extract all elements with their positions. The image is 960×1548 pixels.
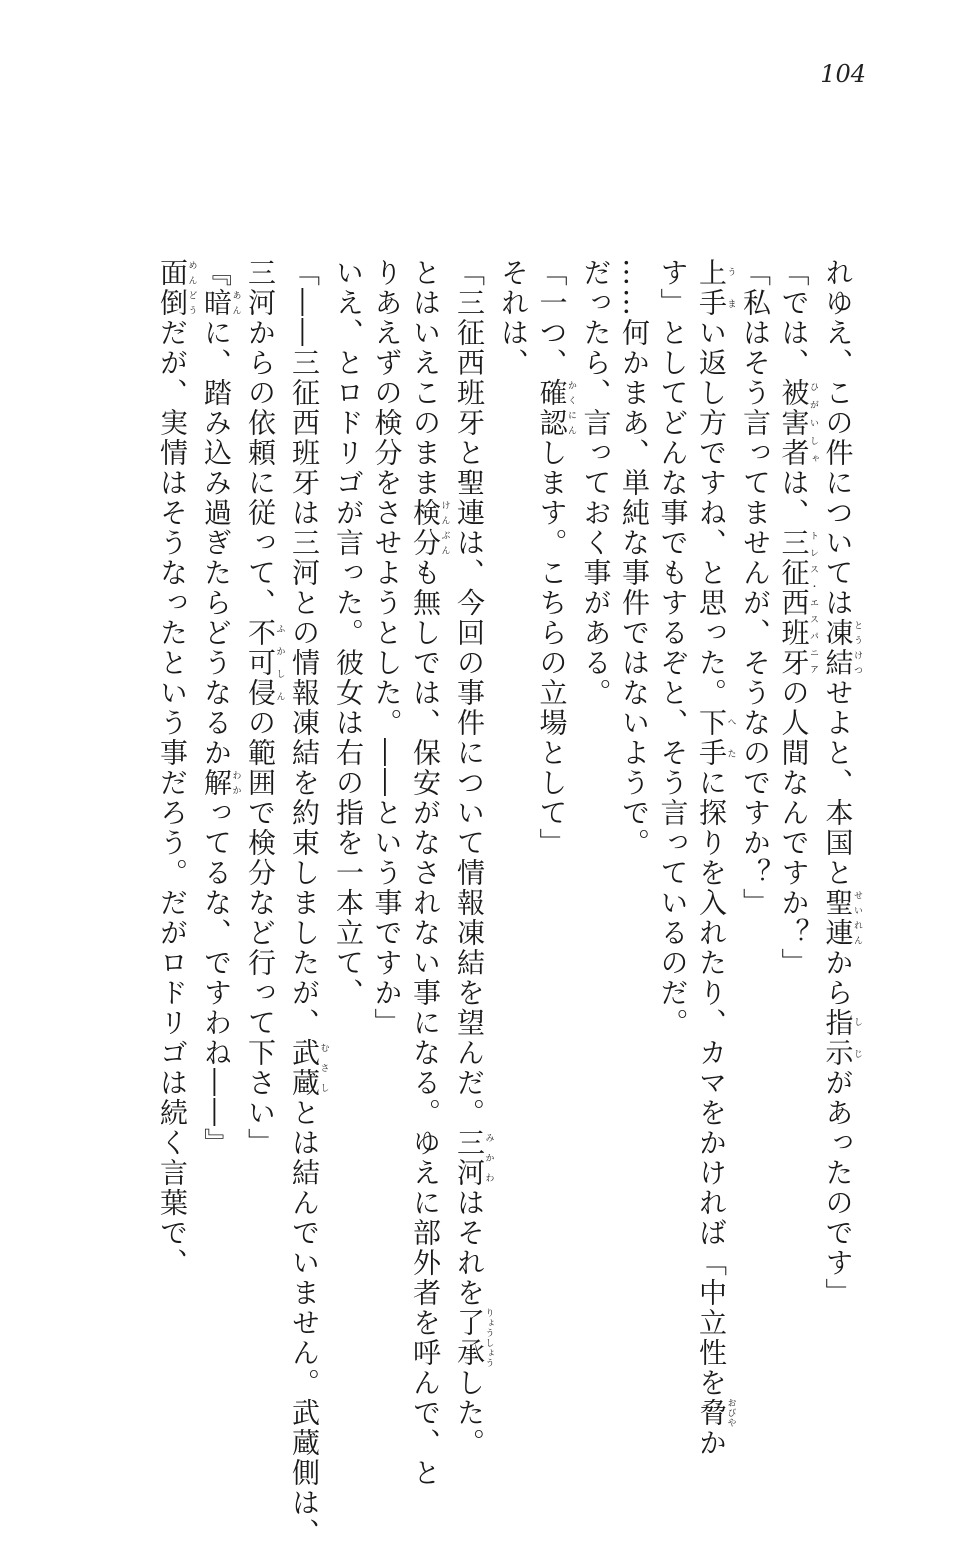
- ruby-kenbun: けんぶん: [439, 498, 450, 558]
- ruby-wakatte: わか: [230, 768, 241, 798]
- text-line-5: す」としてどんな事でもするぞと、そう言っているのだ。: [656, 258, 690, 1038]
- text-line-15: 三河からの依頼に従って、不可侵ふかしんの範囲で検分など行って下さい」: [244, 258, 285, 1158]
- ruby-an: あん: [230, 288, 241, 318]
- text-line-12: りあえずの検分をさせようとした。――という事ですか」: [370, 258, 404, 1038]
- ruby-shiji: しじ: [852, 1008, 862, 1068]
- page-number: 104: [820, 60, 866, 88]
- text-line-2: 「では、被害者ひがいしゃは、三征西班牙トレス・エスパニアの人間なんですか？」: [777, 258, 818, 978]
- text-line-1: れゆえ、この件については凍結とうけつせよと、本国と聖連せいれんから指示しじがあったのです」: [821, 258, 862, 1308]
- ruby-umai: うま: [725, 258, 736, 318]
- ruby-fukashin: ふかしん: [274, 618, 285, 708]
- ruby-obiyaka: おびや: [725, 1398, 736, 1428]
- text-line-6: ……何かまあ、単純な事件ではないようで。: [618, 258, 651, 858]
- novel-text-column: [156, 258, 862, 1548]
- text-line-7: だったら、言っておく事がある。: [579, 258, 613, 708]
- ruby-musashi: むさし: [318, 1038, 329, 1098]
- text-line-3: 「私はそう言ってませんが、そうなのですか？」: [739, 258, 772, 918]
- ruby-tres-espana: トレス・エスパニア: [808, 528, 818, 678]
- text-line-8: 「一つ、確認かくにんします。こちらの立場として」: [535, 258, 576, 858]
- ruby-mikawa: みかわ: [483, 1128, 494, 1188]
- text-line-14: 「――三征西班牙は三河との情報凍結を約束しましたが、武蔵むさしとは結んでいません。武蔵側は、: [288, 258, 329, 1548]
- text-line-10: 「三征西班牙と聖連は、今回の事件について情報凍結を望んだ。三河みかわはそれを了承りょうしょうした。: [453, 258, 494, 1458]
- text-line-17: 面倒めんどうだが、実情はそうなったという事だろう。だがロドリゴは続く言葉で、: [156, 258, 197, 1278]
- text-line-13: いえ、とロドリゴが言った。彼女は右の指を一本立て、: [332, 258, 365, 1008]
- ruby-seiren: せいれん: [852, 888, 862, 948]
- ruby-heta: へた: [725, 708, 736, 768]
- text-line-11: とはいえこのまま検分けんぶんも無しでは、保安がなされない事になる。ゆえに部外者を呼んで、と: [409, 258, 450, 1488]
- ruby-touketsu: とうけつ: [852, 618, 862, 678]
- ruby-higaisha: ひがいしゃ: [808, 378, 818, 468]
- text-line-9: それは、: [497, 258, 530, 378]
- ruby-kakunin: かくにん: [566, 378, 576, 438]
- text-line-16: 『暗あんに、踏み込み過ぎたらどうなるか解わかってるな、ですわね――』: [200, 258, 241, 1158]
- ruby-mendou: めんどう: [186, 258, 197, 318]
- ruby-ryoushou: りょうしょう: [483, 1308, 494, 1368]
- text-line-4: 上手うまい返し方ですね、と思った。下手へたに探りを入れたり、カマをかければ「中立性を脅おびやか: [695, 258, 736, 1458]
